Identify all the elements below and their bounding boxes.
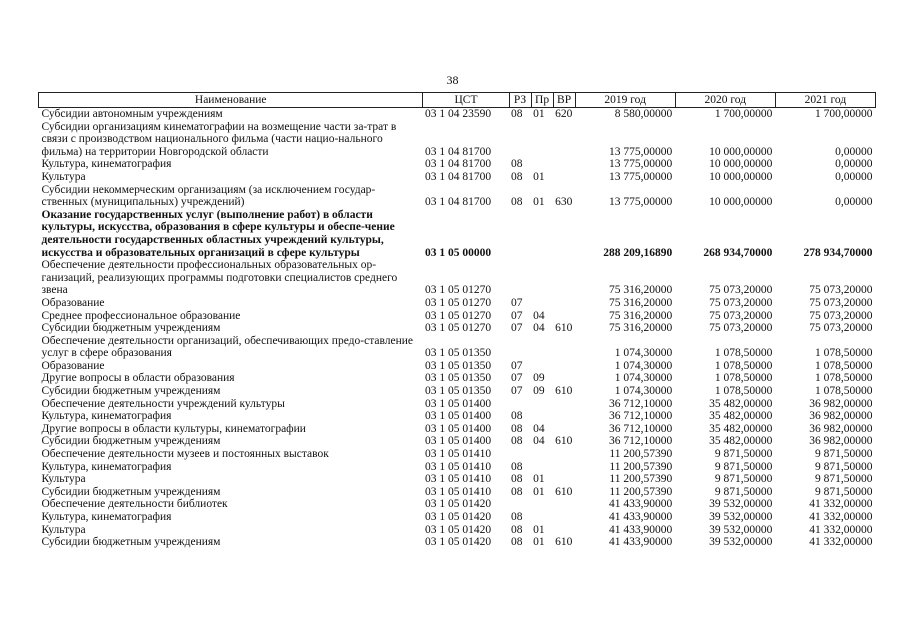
table-row — [39, 398, 876, 411]
cell-vr: 610 — [555, 322, 573, 335]
table-row — [39, 473, 876, 486]
cell-rz — [509, 448, 531, 461]
cell-name: Другие вопросы в области образования — [41, 372, 235, 385]
cell-cst: 03 1 04 81700 — [424, 145, 492, 158]
cell-2019: 36 712,10000 — [608, 422, 673, 435]
cell-name: Оказание государственных услуг (выполнение работ) в области культуры, искусства, образования в сфере культуры и обеспе-чение деятельности государственных областных учреждений культуры, искусства и образовательных организаций в сфере культуры — [41, 208, 395, 259]
cell-vr — [553, 473, 575, 486]
cell-2019: 75 316,20000 — [608, 284, 673, 297]
table-row — [39, 461, 876, 474]
cell-2021: 41 332,00000 — [809, 511, 873, 523]
cell-2021: 36 982,00000 — [809, 397, 873, 410]
cell-rz: 08 — [511, 170, 523, 183]
cell-2019: 36 712,10000 — [608, 435, 673, 448]
cell-name: Субсидии бюджетным учреждениям — [41, 385, 221, 398]
cell-2021: 75 073,20000 — [809, 284, 873, 297]
cell-rz: 08 — [511, 410, 523, 423]
cell-name: Культура, кинематография — [41, 460, 172, 473]
cell-vr — [553, 209, 575, 259]
cell-2021: 278 934,70000 — [803, 246, 873, 259]
cell-rz — [509, 335, 531, 360]
cell-rz — [509, 498, 531, 511]
table-row — [39, 209, 876, 259]
cell-2021: 1 700,00000 — [815, 108, 873, 120]
cell-2021: 9 871,50000 — [815, 448, 873, 461]
cell-cst: 03 1 05 01400 — [424, 435, 492, 448]
cell-name: Субсидии бюджетным учреждениям — [41, 435, 221, 448]
cell-cst: 03 1 05 00000 — [424, 246, 492, 259]
cell-2021: 1 078,50000 — [815, 359, 873, 372]
cell-2020: 39 532,00000 — [709, 536, 773, 549]
cell-2020: 75 073,20000 — [709, 296, 773, 309]
cell-cst: 03 1 05 01270 — [424, 296, 492, 309]
cell-pr — [531, 448, 553, 461]
cell-cst: 03 1 05 01420 — [424, 498, 492, 511]
cell-2021: 41 332,00000 — [809, 498, 873, 511]
cell-vr — [553, 297, 575, 310]
table-row — [39, 171, 876, 184]
cell-pr: 01 — [533, 108, 545, 120]
cell-2019: 75 316,20000 — [608, 309, 673, 322]
cell-rz: 08 — [511, 485, 523, 498]
cell-cst: 03 1 04 81700 — [424, 158, 492, 171]
cell-pr: 01 — [533, 473, 545, 486]
cell-2021: 9 871,50000 — [815, 473, 873, 486]
cell-name: Обеспечение деятельности библиотек — [41, 498, 228, 511]
cell-2019: 288 209,16890 — [603, 246, 673, 259]
cell-2020: 39 532,00000 — [709, 511, 773, 523]
cell-rz: 08 — [511, 422, 523, 435]
cell-rz: 08 — [511, 158, 523, 171]
cell-2019: 11 200,57390 — [609, 485, 673, 498]
cell-2020: 9 871,50000 — [714, 485, 773, 498]
cell-vr — [553, 524, 575, 537]
cell-2020: 35 482,00000 — [709, 397, 773, 410]
cell-2020: 1 078,50000 — [714, 372, 773, 385]
cell-vr: 610 — [555, 485, 573, 498]
cell-rz: 08 — [511, 511, 523, 523]
cell-pr — [531, 209, 553, 259]
cell-2021: 36 982,00000 — [809, 435, 873, 448]
cell-2021: 0,00000 — [835, 158, 873, 171]
cell-rz — [509, 121, 531, 159]
table-row — [39, 121, 876, 159]
cell-pr — [531, 158, 553, 171]
cell-cst: 03 1 05 01270 — [424, 322, 492, 335]
cell-pr: 04 — [533, 309, 545, 322]
cell-2021: 75 073,20000 — [809, 322, 873, 335]
cell-cst: 03 1 05 01350 — [424, 385, 492, 398]
cell-2019: 13 775,00000 — [608, 158, 673, 171]
cell-vr — [553, 310, 575, 323]
cell-cst: 03 1 05 01410 — [424, 448, 492, 461]
table-row — [39, 385, 876, 398]
cell-2020: 10 000,00000 — [709, 145, 773, 158]
cell-name: Другие вопросы в области культуры, кинематографии — [41, 422, 306, 435]
cell-name: Субсидии автономным учреждениям — [41, 108, 223, 120]
cell-2020: 39 532,00000 — [709, 523, 773, 536]
cell-vr — [553, 360, 575, 373]
cell-vr — [553, 448, 575, 461]
cell-2020: 10 000,00000 — [709, 170, 773, 183]
header-2019: 2019 год — [575, 93, 675, 108]
table-row — [39, 435, 876, 448]
cell-name: Культура — [41, 170, 86, 183]
cell-2020: 1 700,00000 — [714, 108, 773, 120]
cell-2019: 1 074,30000 — [614, 385, 673, 398]
cell-2020: 268 934,70000 — [703, 246, 773, 259]
cell-cst: 03 1 05 01410 — [424, 485, 492, 498]
cell-2019: 75 316,20000 — [608, 322, 673, 335]
cell-rz: 08 — [511, 196, 523, 209]
cell-pr: 09 — [533, 372, 545, 385]
cell-name: Субсидии некоммерческим организациям (за исключением государ-ственных (муниципальных) учреждений) — [41, 183, 376, 209]
cell-2019: 13 775,00000 — [608, 145, 673, 158]
cell-pr: 01 — [533, 170, 545, 183]
cell-pr: 04 — [533, 422, 545, 435]
cell-2020: 10 000,00000 — [709, 158, 773, 171]
header-rz: РЗ — [509, 93, 531, 108]
cell-pr — [531, 360, 553, 373]
cell-2020: 75 073,20000 — [709, 284, 773, 297]
cell-name: Обеспечение деятельности музеев и постоянных выставок — [41, 448, 329, 461]
cell-pr: 09 — [533, 385, 545, 398]
cell-2019: 41 433,90000 — [608, 498, 673, 511]
cell-rz: 08 — [511, 435, 523, 448]
table-row — [39, 184, 876, 209]
table-row — [39, 410, 876, 423]
cell-2020: 1 078,50000 — [714, 385, 773, 398]
cell-rz — [509, 259, 531, 297]
cell-name: Культура, кинематография — [41, 511, 172, 523]
cell-vr — [553, 398, 575, 411]
cell-rz: 07 — [511, 322, 523, 335]
cell-2021: 0,00000 — [835, 145, 873, 158]
table-header-row — [39, 93, 876, 108]
cell-vr: 620 — [555, 108, 573, 120]
cell-name: Обеспечение деятельности профессиональных образовательных ор-ганизаций, реализующих программы подготовки специалистов среднего звена — [41, 259, 398, 297]
table-row — [39, 158, 876, 171]
cell-vr — [553, 498, 575, 511]
cell-pr: 01 — [533, 485, 545, 498]
table-row — [39, 335, 876, 360]
cell-name: Субсидии бюджетным учреждениям — [41, 536, 221, 549]
cell-pr — [531, 511, 553, 524]
cell-cst: 03 1 04 81700 — [424, 170, 492, 183]
table-row — [39, 486, 876, 499]
cell-vr — [553, 511, 575, 524]
cell-2020: 75 073,20000 — [709, 309, 773, 322]
cell-2020: 39 532,00000 — [709, 498, 773, 511]
cell-cst: 03 1 05 01420 — [424, 511, 492, 523]
cell-name: Среднее профессиональное образование — [41, 309, 241, 322]
table-row — [39, 423, 876, 436]
table-row — [39, 259, 876, 297]
cell-2021: 75 073,20000 — [809, 296, 873, 309]
cell-cst: 03 1 05 01400 — [424, 422, 492, 435]
table-row — [39, 297, 876, 310]
cell-rz: 07 — [511, 372, 523, 385]
cell-2019: 13 775,00000 — [608, 196, 673, 209]
cell-rz: 08 — [511, 523, 523, 536]
cell-2019: 1 074,30000 — [614, 372, 673, 385]
cell-2019: 36 712,10000 — [608, 410, 673, 423]
cell-2019: 41 433,90000 — [608, 523, 673, 536]
budget-table — [38, 92, 876, 549]
cell-vr — [553, 372, 575, 385]
cell-cst: 03 1 05 01420 — [424, 523, 492, 536]
cell-name: Культура — [41, 523, 86, 536]
table-row — [39, 524, 876, 537]
cell-2021: 41 332,00000 — [809, 523, 873, 536]
cell-vr — [553, 461, 575, 474]
cell-name: Культура, кинематография — [41, 410, 172, 423]
cell-name: Субсидии бюджетным учреждениям — [41, 485, 221, 498]
cell-2020: 1 078,50000 — [714, 359, 773, 372]
cell-cst: 03 1 05 01270 — [424, 284, 492, 297]
cell-vr — [553, 423, 575, 436]
cell-cst: 03 1 04 23590 — [424, 108, 492, 120]
header-name: Наименование — [39, 93, 423, 108]
cell-cst: 03 1 05 01400 — [424, 410, 492, 423]
cell-vr — [553, 121, 575, 159]
cell-2020: 9 871,50000 — [714, 460, 773, 473]
header-2020: 2020 год — [675, 93, 775, 108]
header-vr: ВР — [553, 93, 575, 108]
table-row — [39, 372, 876, 385]
cell-pr — [531, 335, 553, 360]
cell-rz — [509, 209, 531, 259]
cell-2021: 36 982,00000 — [809, 410, 873, 423]
cell-vr — [553, 259, 575, 297]
cell-2020: 9 871,50000 — [714, 473, 773, 486]
cell-2019: 1 074,30000 — [614, 347, 673, 360]
cell-cst: 03 1 04 81700 — [424, 196, 492, 209]
cell-cst: 03 1 05 01420 — [424, 536, 492, 549]
cell-rz: 08 — [511, 473, 523, 486]
cell-rz: 07 — [511, 359, 523, 372]
cell-2019: 36 712,10000 — [608, 397, 673, 410]
cell-2019: 41 433,90000 — [608, 511, 673, 523]
cell-pr — [531, 297, 553, 310]
page-number: 38 — [446, 73, 459, 87]
cell-pr: 04 — [533, 322, 545, 335]
cell-name: Культура, кинематография — [41, 158, 172, 171]
cell-2019: 75 316,20000 — [608, 296, 673, 309]
cell-pr: 01 — [533, 196, 545, 209]
cell-2020: 1 078,50000 — [714, 347, 773, 360]
cell-2021: 36 982,00000 — [809, 422, 873, 435]
cell-pr — [531, 398, 553, 411]
cell-vr: 610 — [555, 385, 573, 398]
cell-cst: 03 1 05 01410 — [424, 460, 492, 473]
cell-vr: 610 — [555, 536, 573, 549]
cell-2021: 41 332,00000 — [809, 536, 873, 549]
cell-name: Обеспечение деятельности организаций, обеспечивающих предо-ставление услуг в сфере образования — [41, 334, 414, 360]
header-2021: 2021 год — [775, 93, 875, 108]
cell-2021: 0,00000 — [835, 196, 873, 209]
cell-rz: 07 — [511, 296, 523, 309]
cell-vr: 630 — [555, 196, 573, 209]
header-cst: ЦСТ — [423, 93, 509, 108]
cell-vr — [553, 171, 575, 184]
cell-2019: 1 074,30000 — [614, 359, 673, 372]
cell-2020: 35 482,00000 — [709, 435, 773, 448]
cell-name: Обеспечение деятельности учреждений культуры — [41, 397, 285, 410]
cell-2020: 35 482,00000 — [709, 410, 773, 423]
cell-pr: 04 — [533, 435, 545, 448]
cell-cst: 03 1 05 01350 — [424, 359, 492, 372]
cell-2019: 13 775,00000 — [608, 170, 673, 183]
cell-rz: 07 — [511, 385, 523, 398]
header-pr: Пр — [531, 93, 553, 108]
cell-pr: 01 — [533, 536, 545, 549]
cell-name: Культура — [41, 473, 86, 486]
table-row — [39, 322, 876, 335]
table-row — [39, 536, 876, 549]
cell-2021: 1 078,50000 — [815, 372, 873, 385]
cell-rz: 08 — [511, 536, 523, 549]
cell-pr — [531, 121, 553, 159]
table-row — [39, 448, 876, 461]
cell-cst: 03 1 05 01410 — [424, 473, 492, 486]
cell-pr — [531, 410, 553, 423]
cell-name: Образование — [41, 296, 105, 309]
cell-pr — [531, 259, 553, 297]
cell-2019: 11 200,57390 — [609, 473, 673, 486]
cell-2021: 9 871,50000 — [815, 460, 873, 473]
cell-rz: 08 — [511, 108, 523, 120]
cell-2020: 9 871,50000 — [714, 448, 773, 461]
cell-2021: 0,00000 — [835, 170, 873, 183]
cell-rz: 07 — [511, 309, 523, 322]
cell-vr — [553, 158, 575, 171]
cell-2021: 1 078,50000 — [815, 385, 873, 398]
cell-cst: 03 1 05 01350 — [424, 372, 492, 385]
cell-2019: 11 200,57390 — [609, 448, 673, 461]
cell-rz — [509, 398, 531, 411]
cell-2020: 75 073,20000 — [709, 322, 773, 335]
cell-vr — [553, 335, 575, 360]
cell-2021: 75 073,20000 — [809, 309, 873, 322]
cell-cst: 03 1 05 01350 — [424, 347, 492, 360]
table-row — [39, 511, 876, 524]
cell-name: Субсидии организациям кинематографии на возмещение части за-трат в связи с производством национального фильма (части нацио-нального фильма) на территории Новгородской области — [41, 120, 397, 158]
cell-2019: 11 200,57390 — [609, 460, 673, 473]
cell-2019: 41 433,90000 — [608, 536, 673, 549]
cell-name: Образование — [41, 359, 105, 372]
cell-2021: 1 078,50000 — [815, 347, 873, 360]
cell-pr: 01 — [533, 523, 545, 536]
cell-vr — [553, 410, 575, 423]
table-row — [39, 108, 876, 121]
cell-2020: 10 000,00000 — [709, 196, 773, 209]
cell-name: Субсидии бюджетным учреждениям — [41, 322, 221, 335]
table-row — [39, 498, 876, 511]
cell-pr — [531, 461, 553, 474]
table-row — [39, 360, 876, 373]
cell-pr — [531, 498, 553, 511]
cell-cst: 03 1 05 01400 — [424, 397, 492, 410]
cell-2021: 9 871,50000 — [815, 485, 873, 498]
cell-vr: 610 — [555, 435, 573, 448]
cell-2020: 35 482,00000 — [709, 422, 773, 435]
cell-2019: 8 580,00000 — [614, 108, 673, 120]
table-row — [39, 310, 876, 323]
cell-rz: 08 — [511, 460, 523, 473]
cell-cst: 03 1 05 01270 — [424, 309, 492, 322]
